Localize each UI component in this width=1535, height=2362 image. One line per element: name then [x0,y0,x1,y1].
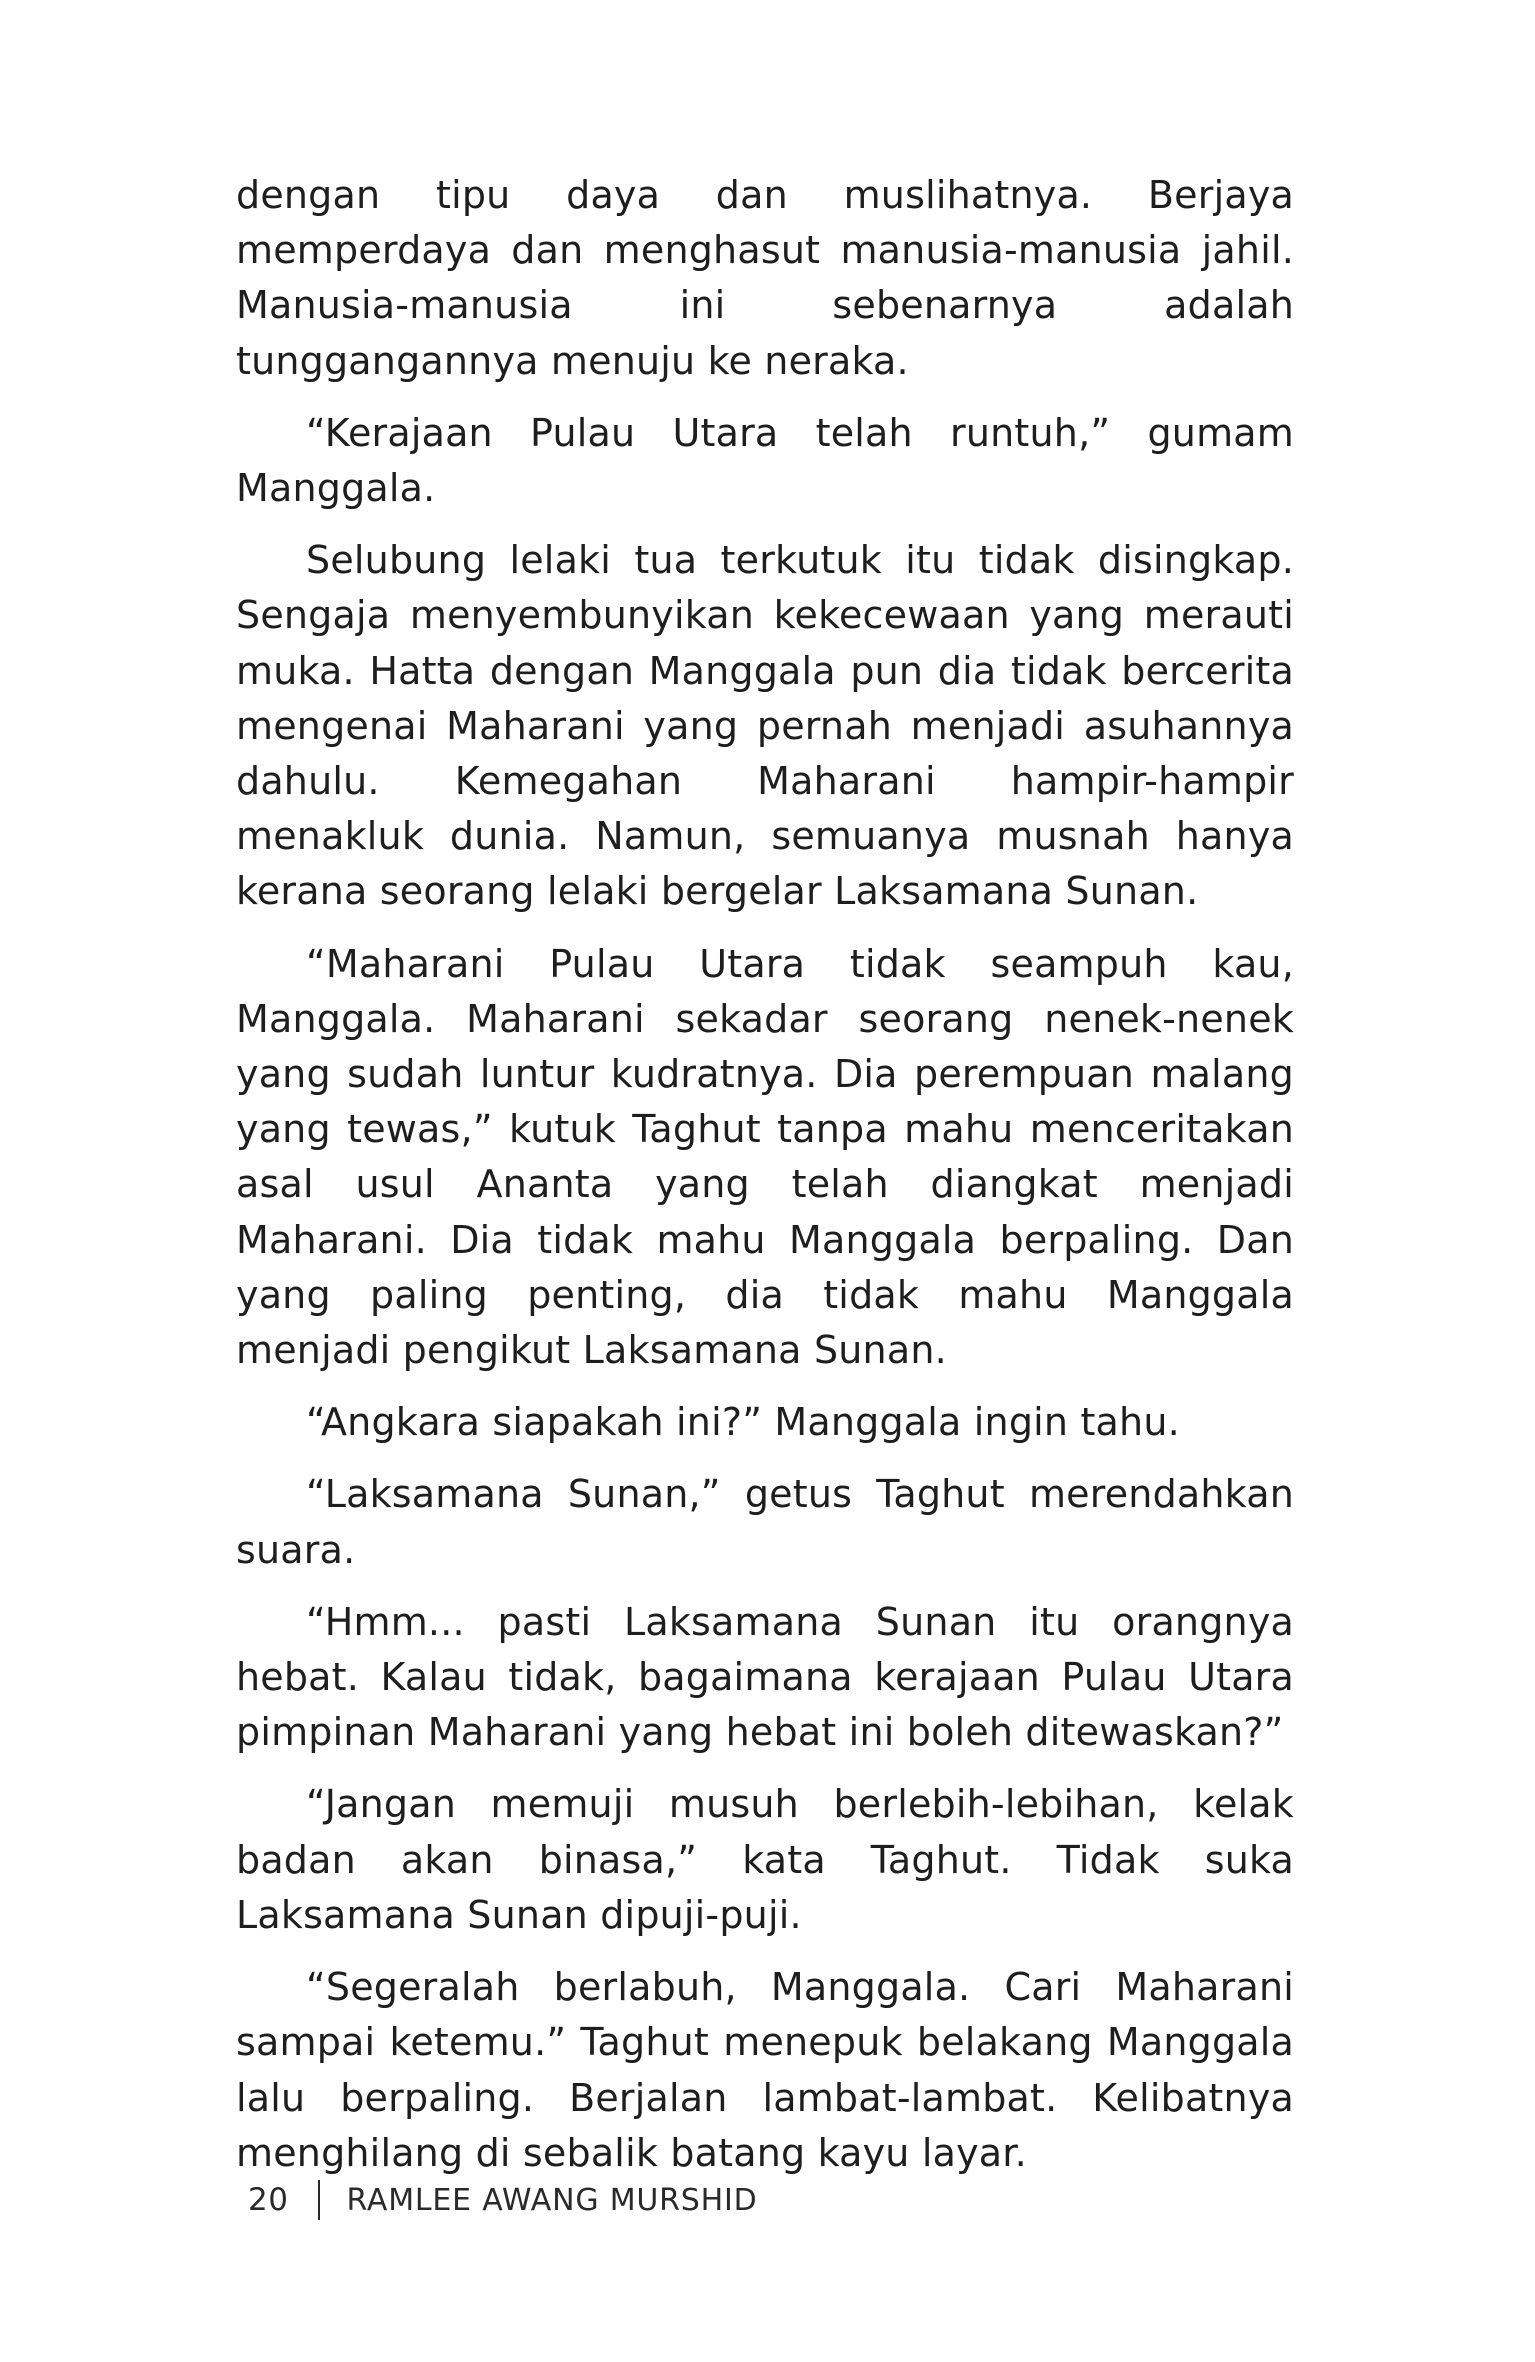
paragraph-1: dengan tipu daya dan muslihatnya. Berjaya memperdaya dan menghasut manusia-manusia jahil. Manusia-manusia ini sebenarnya adalah tunggangannya menuju ke neraka. [236,173,1294,383]
paragraph-7: “Hmm... pasti Laksamana Sunan itu orangnya hebat. Kalau tidak, bagaimana kerajaan Pulau Utara pimpinan Maharani yang hebat ini boleh ditewaskan?” [236,1599,1294,1755]
page-footer [248,2178,758,2222]
paragraph-4: “Maharani Pulau Utara tidak seampuh kau, Manggala. Maharani sekadar seorang nenek-nenek yang sudah luntur kudratnya. Dia perempuan malang yang tewas,” kutuk Taghut tanpa mahu menceritakan asal usul Ananta yang telah diangkat menjadi Maharani. Dia tidak mahu Manggala berpaling. Dan yang paling penting, dia tidak mahu Manggala menjadi pengikut Laksamana Sunan. [236,941,1294,1373]
page-number: 20 [248,2182,289,2218]
paragraph-9: “Segeralah berlabuh, Manggala. Cari Maharani sampai ketemu.” Taghut menepuk belakang Manggala lalu berpaling. Berjalan lambat-lambat. Kelibatnya menghilang di sebalik batang kayu layar. [236,1965,1294,2175]
paragraph-8: “Jangan memuji musuh berlebih-lebihan, kelak badan akan binasa,” kata Taghut. Tidak suka Laksamana Sunan dipuji-puji. [236,1782,1294,1937]
paragraph-2: “Kerajaan Pulau Utara telah runtuh,” gumam Manggala. [236,410,1294,511]
page-body [236,168,1294,2198]
author-name: RAMLEE AWANG MURSHID [346,2182,758,2218]
paragraph-6: “Laksamana Sunan,” getus Taghut merendahkan suara. [236,1472,1294,1572]
paragraph-5: “Angkara siapakah ini?” Manggala ingin tahu. [306,1400,1180,1445]
paragraph-3: Selubung lelaki tua terkutuk itu tidak disingkap. Sengaja menyembunyikan kekecewaan yang merauti muka. Hatta dengan Manggala pun dia tidak bercerita mengenai Maharani yang pernah menjadi asuhannya dahulu. Kemegahan Maharani hampir-hampir menakluk dunia. Namun, semuanya musnah hanya kerana seorang lelaki bergelar Laksamana Sunan. [236,538,1294,914]
footer-divider [318,2180,320,2220]
